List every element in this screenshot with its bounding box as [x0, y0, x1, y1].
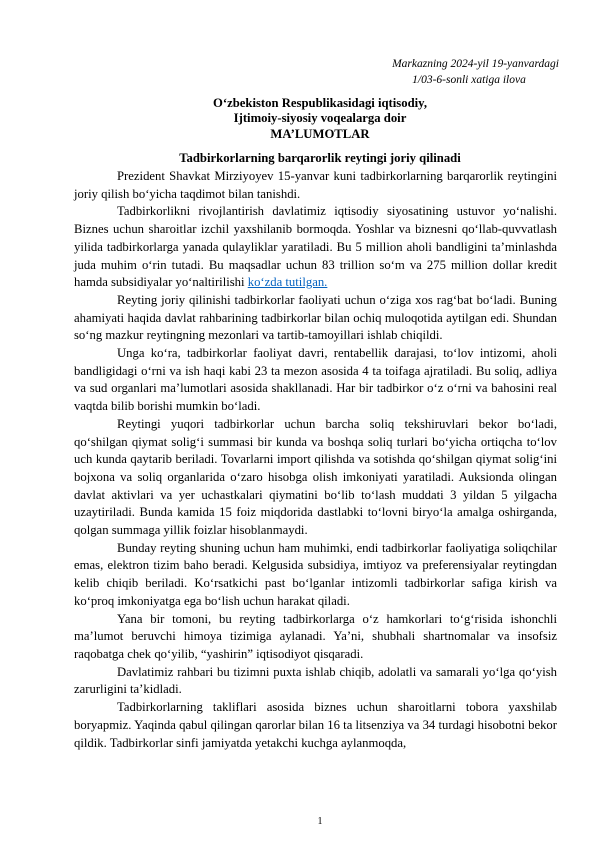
- paragraph-2: [74, 203, 557, 292]
- document-heading: [0, 96, 596, 142]
- document-reference: [319, 57, 559, 88]
- paragraph-8: Davlatimiz rahbari bu tizimni puxta ishlab chiqib, adolatli va samarali yo‘lga qo‘yish zarurligini ta’kidladi.: [74, 664, 557, 697]
- heading-line-3: MA’LUMOTLAR: [270, 126, 370, 141]
- paragraph-3: Reyting joriy qilinishi tadbirkorlar faoliyati uchun o‘ziga xos rag‘bat bo‘ladi. Buning ahamiyati haqida davlat rahbarining tadbirkorlar bilan ochiq muloqotida aytilgan edi. Shundan so‘ng mazkur reytingning mezonlari va tartib-tamoyillari ishlab chiqildi.: [74, 292, 557, 343]
- paragraph-9: Tadbirkorlarning takliflari asosida biznes uchun sharoitlarni tobora yaxshilab boryapmiz. Yaqinda qabul qilingan qarorlar bilan 16 ta litsenziya va 34 turdagi hisobotni bekor qildik. Tadbirkorlar sinfi jamiyatda yetakchi kuchga aylanmoqda,: [74, 700, 557, 750]
- reference-line-2: 1/03-6-sonli xatiga ilova: [412, 73, 526, 86]
- paragraph-6: Bunday reyting shuning uchun ham muhimki, endi tadbirkorlar faoliyatiga soliqchilar emas, elektron tizim baho beradi. Kelgusida subsidiya, imtiyoz va preferensiyalar reytingdan kelib chiqib beriladi. Ko‘rsatkichi past bo‘lganlar intizomli tadbirkorlar safiga kirish va ko‘proq imkoniyatga ega bo‘lish uchun harakat qiladi.: [74, 540, 557, 608]
- heading-line-2: Ijtimoiy-siyosiy voqealarga doir: [233, 111, 407, 126]
- paragraph-2-text: Tadbirkorlikni rivojlantirish davlatimiz iqtisodiy siyosatining ustuvor yo‘nalishi. Biznes uchun sharoitlar izchil yaxshilanib bormoqda. Yoshlar va biznesni qo‘llab-quvvatlash yilida tadbirkorlarga yanada qulayliklar yaratiladi. Bu 5 million aholi bandligini ta’minlashda juda muhim o‘rin tutadi. Bu maqsadlar uchun 83 trillion so‘m va 275 million dollar kredit hamda subsidiyalar yo‘naltirilishi: [74, 204, 557, 290]
- heading-line-1: O‘zbekiston Respublikasidagi iqtisodiy,: [213, 96, 427, 110]
- paragraph-1: Prezident Shavkat Mirziyoyev 15-yanvar kuni tadbirkorlarning barqarorlik reytingini joriy qilish bo‘yicha taqdimot bilan tanishdi.: [74, 169, 557, 201]
- paragraph-5: Reytingi yuqori tadbirkorlar uchun barcha soliq tekshiruvlari bekor bo‘ladi, qo‘shilgan qiymat solig‘i summasi bir kunda va boshqa soliq turlari bo‘yicha ortiqcha to‘lov uch kunda qaytarib beriladi. Tovarlarni import qilishda va sotishda qo‘shilgan qiymat solig‘ini bojxona va soliq organlarida o‘zaro hisobga olish imkoniyati yaratiladi. Auksionda olingan davlat aktivlari va yer uchastkalari qiymatini bo‘lib to‘lash muddati 3 yildan 5 yilgacha uzaytiriladi. Bunda kamida 15 foiz miqdorida dastlabki to‘lovni biryo‘la amalga oshirganda, qolgan summaga yillik foizlar hisoblanmaydi.: [74, 416, 557, 538]
- article-title: Tadbirkorlarning barqarorlik reytingi joriy qilinadi: [179, 151, 461, 165]
- source-link[interactable]: ko‘zda tutilgan.: [247, 275, 328, 290]
- reference-line-1: Markazning 2024-yil 19-yanvardagi: [392, 58, 559, 70]
- page-number: 1: [317, 816, 323, 827]
- article-body: [74, 168, 557, 752]
- paragraph-4: Unga ko‘ra, tadbirkorlar faoliyat davri, rentabellik darajasi, to‘lov intizomi, aholi bandligidagi o‘rni va ish haqi kabi 23 ta mezon asosida 4 ta toifaga ajratiladi. Bu soliq, adliya va sud organlari ma’lumotlari asosida shakllanadi. Har bir tadbirkor o‘z o‘rni va bahosini real vaqtda bilib borishi mumkin bo‘ladi.: [74, 346, 557, 414]
- paragraph-7: Yana bir tomoni, bu reyting tadbirkorlarga o‘z hamkorlari to‘g‘risida ishonchli ma’lumot beruvchi himoya tizimiga aylanadi. Ya’ni, shubhali shartnomalar va insofsiz raqobatga chek qo‘yilib, “yashirin” iqtisodiyot qisqaradi.: [74, 611, 557, 661]
